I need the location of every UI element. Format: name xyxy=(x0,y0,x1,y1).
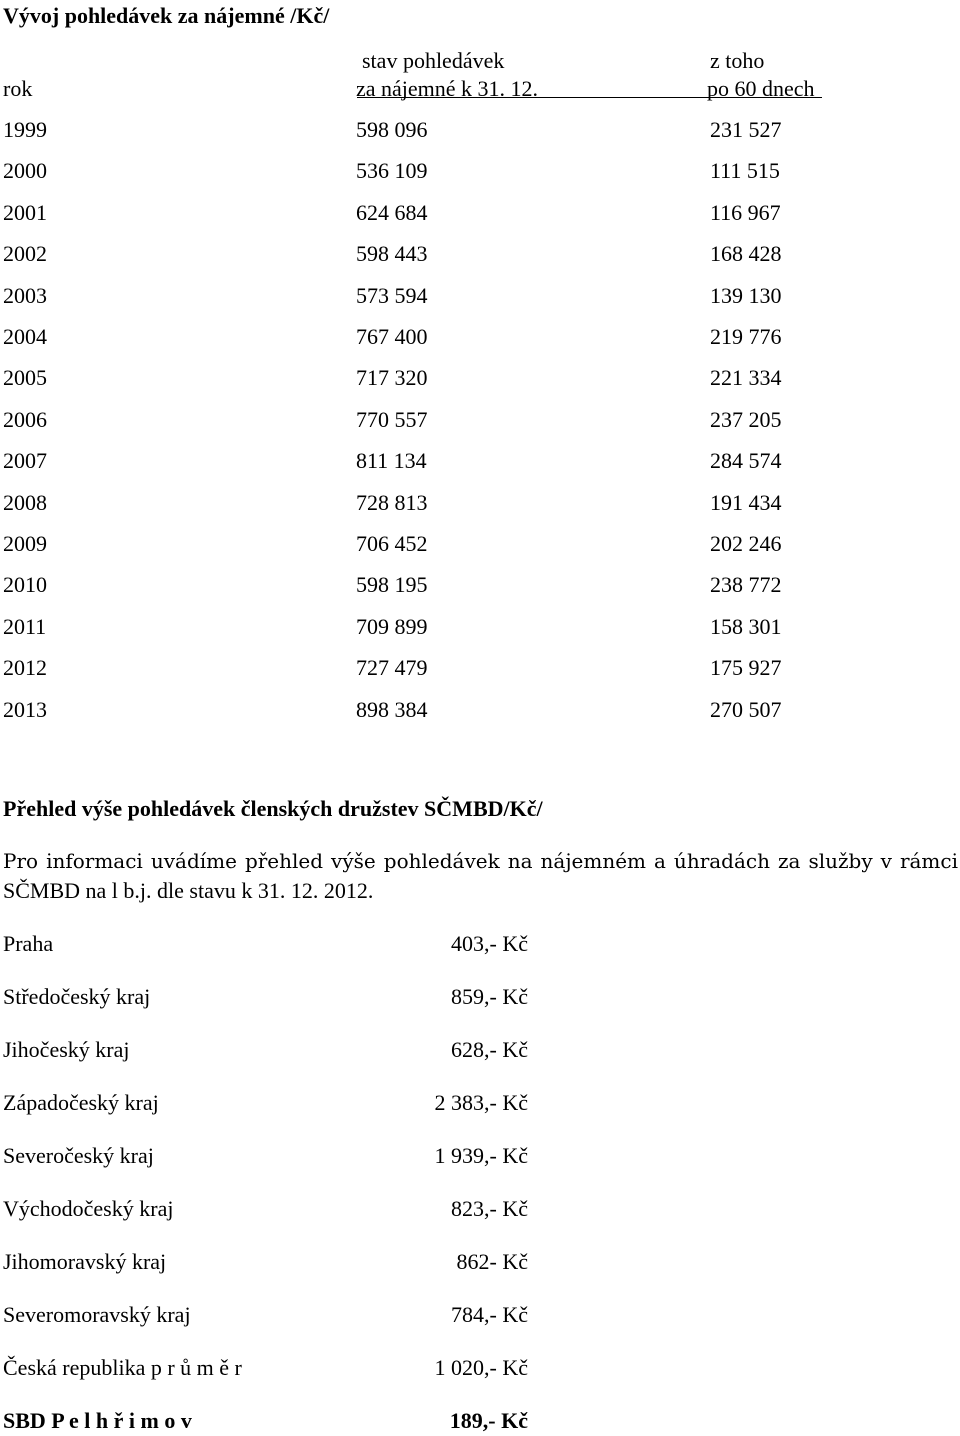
row-year: 2007 xyxy=(3,448,47,473)
info-paragraph-line2: SČMBD na l b.j. dle stavu k 31. 12. 2012. xyxy=(3,878,374,903)
region-name: Středočeský kraj xyxy=(3,984,151,1009)
row-year: 2003 xyxy=(3,283,47,308)
region-name: Praha xyxy=(3,931,54,956)
row-po60: 238 772 xyxy=(710,572,782,597)
row-year: 2005 xyxy=(3,365,47,390)
row-po60: 270 507 xyxy=(710,697,782,722)
table-row xyxy=(0,285,960,311)
row-po60: 202 246 xyxy=(710,531,782,556)
region-value: 189,- Kč xyxy=(449,1408,528,1433)
header-rok: rok xyxy=(3,76,33,101)
table-row xyxy=(0,616,960,642)
row-year: 2009 xyxy=(3,531,47,556)
region-row xyxy=(0,1251,960,1277)
row-stav: 598 096 xyxy=(356,117,428,142)
region-row xyxy=(0,1092,960,1118)
table-row xyxy=(0,492,960,518)
region-row xyxy=(0,1304,960,1330)
row-year: 1999 xyxy=(3,117,47,142)
region-name: Severomoravský kraj xyxy=(3,1302,191,1327)
region-value: 1 939,- Kč xyxy=(434,1143,528,1168)
region-row xyxy=(0,1410,960,1436)
region-value: 628,- Kč xyxy=(451,1037,528,1062)
region-value: 823,- Kč xyxy=(451,1196,528,1221)
row-po60: 168 428 xyxy=(710,241,782,266)
region-row xyxy=(0,986,960,1012)
region-row xyxy=(0,1198,960,1224)
row-stav: 728 813 xyxy=(356,490,428,515)
row-po60: 139 130 xyxy=(710,283,782,308)
row-stav: 598 195 xyxy=(356,572,428,597)
row-year: 2000 xyxy=(3,158,47,183)
table-row xyxy=(0,574,960,600)
table-row xyxy=(0,202,960,228)
header-underline xyxy=(357,97,822,98)
row-stav: 727 479 xyxy=(356,655,428,680)
row-year: 2008 xyxy=(3,490,47,515)
row-po60: 219 776 xyxy=(710,324,782,349)
row-stav: 536 109 xyxy=(356,158,428,183)
row-year: 2013 xyxy=(3,697,47,722)
row-stav: 624 684 xyxy=(356,200,428,225)
table-row xyxy=(0,657,960,683)
region-value: 862- Kč xyxy=(456,1249,528,1274)
table-row xyxy=(0,119,960,145)
region-value: 859,- Kč xyxy=(451,984,528,1009)
region-name: Západočeský kraj xyxy=(3,1090,159,1115)
section1-title: Vývoj pohledávek za nájemné /Kč/ xyxy=(3,3,330,28)
row-stav: 573 594 xyxy=(356,283,428,308)
row-year: 2010 xyxy=(3,572,47,597)
header-stav-line1: stav pohledávek xyxy=(362,48,505,73)
table-row xyxy=(0,326,960,352)
header-ztoho: z toho xyxy=(710,48,765,73)
region-value: 403,- Kč xyxy=(451,931,528,956)
row-year: 2006 xyxy=(3,407,47,432)
row-po60: 221 334 xyxy=(710,365,782,390)
table-row xyxy=(0,533,960,559)
info-paragraph-line1: Pro informaci uvádíme přehled výše pohledávek na nájemném a úhradách za služby v rámci xyxy=(3,849,958,873)
table-row xyxy=(0,160,960,186)
region-name: SBD P e l h ř i m o v xyxy=(3,1408,192,1433)
region-name: Česká republika p r ů m ě r xyxy=(3,1355,242,1380)
row-po60: 175 927 xyxy=(710,655,782,680)
region-row xyxy=(0,1145,960,1171)
table-row xyxy=(0,243,960,269)
region-value: 784,- Kč xyxy=(451,1302,528,1327)
row-stav: 811 134 xyxy=(356,448,427,473)
row-po60: 191 434 xyxy=(710,490,782,515)
row-stav: 717 320 xyxy=(356,365,428,390)
section2-title: Přehled výše pohledávek členských družstev SČMBD/Kč/ xyxy=(3,796,543,821)
row-po60: 116 967 xyxy=(710,200,781,225)
region-value: 2 383,- Kč xyxy=(434,1090,528,1115)
row-po60: 111 515 xyxy=(710,158,780,183)
row-year: 2001 xyxy=(3,200,47,225)
region-row xyxy=(0,933,960,959)
region-value: 1 020,- Kč xyxy=(434,1355,528,1380)
region-row xyxy=(0,1357,960,1383)
row-year: 2002 xyxy=(3,241,47,266)
row-year: 2004 xyxy=(3,324,47,349)
table-row xyxy=(0,450,960,476)
row-stav: 709 899 xyxy=(356,614,428,639)
row-stav: 898 384 xyxy=(356,697,428,722)
row-po60: 284 574 xyxy=(710,448,782,473)
table-row xyxy=(0,699,960,725)
row-po60: 237 205 xyxy=(710,407,782,432)
row-po60: 231 527 xyxy=(710,117,782,142)
table-row xyxy=(0,367,960,393)
header-po60: po 60 dnech xyxy=(707,76,815,101)
row-year: 2012 xyxy=(3,655,47,680)
region-name: Severočeský kraj xyxy=(3,1143,154,1168)
row-stav: 598 443 xyxy=(356,241,428,266)
row-stav: 706 452 xyxy=(356,531,428,556)
row-po60: 158 301 xyxy=(710,614,782,639)
region-name: Východočeský kraj xyxy=(3,1196,174,1221)
table-row xyxy=(0,409,960,435)
row-year: 2011 xyxy=(3,614,47,639)
info-paragraph xyxy=(3,846,958,906)
region-row xyxy=(0,1039,960,1065)
row-stav: 767 400 xyxy=(356,324,428,349)
header-stav-line2: za nájemné k 31. 12. xyxy=(356,76,539,101)
region-name: Jihočeský kraj xyxy=(3,1037,130,1062)
row-stav: 770 557 xyxy=(356,407,428,432)
region-name: Jihomoravský kraj xyxy=(3,1249,167,1274)
